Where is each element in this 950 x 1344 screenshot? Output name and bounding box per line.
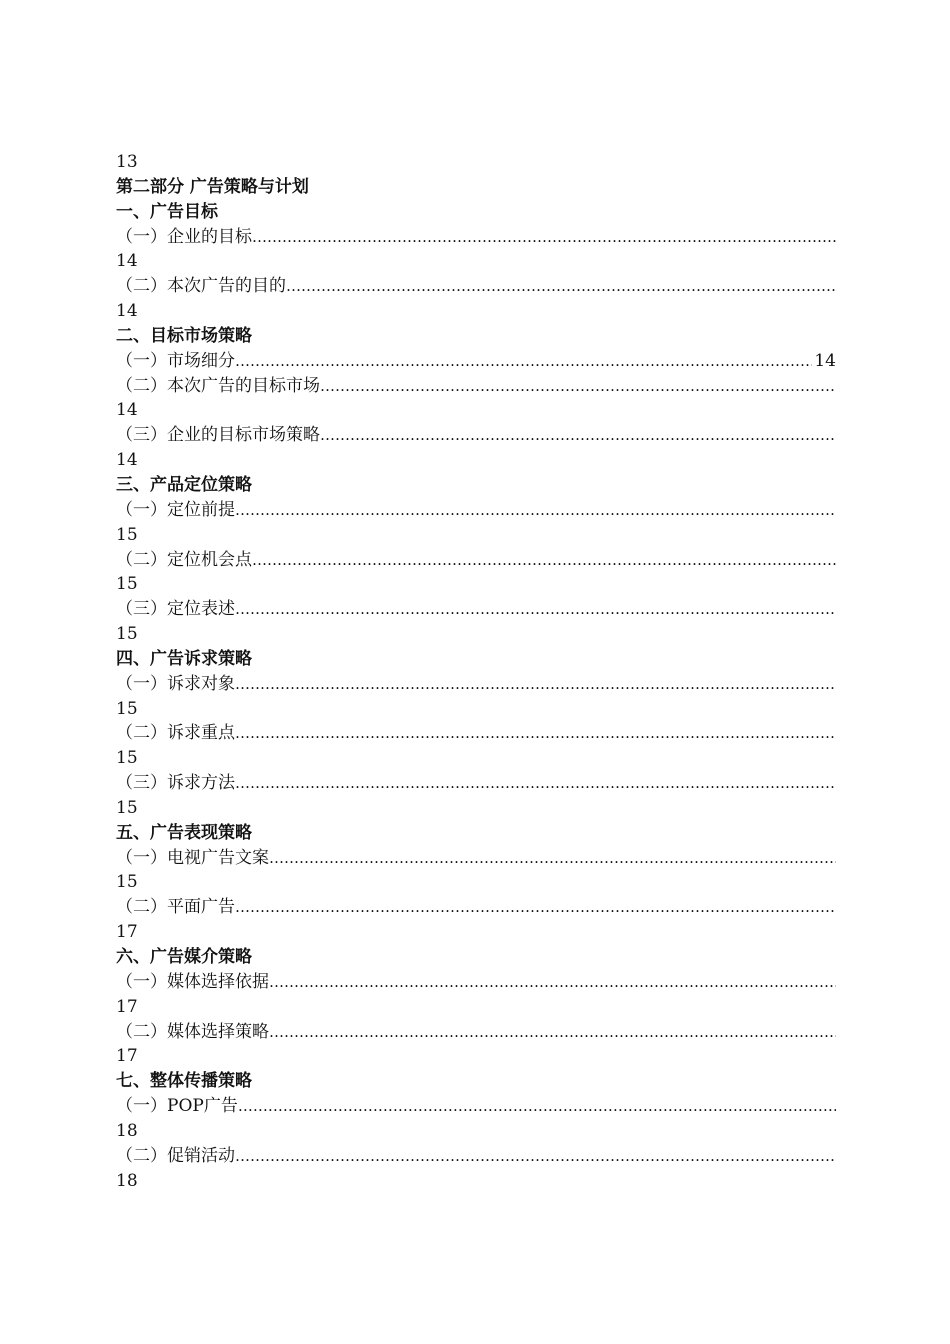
toc-entry	[116, 597, 836, 622]
toc-page-number: 15	[116, 872, 138, 893]
toc-heading: 二、目标市场策略	[116, 325, 252, 346]
toc-entry	[116, 274, 836, 299]
toc-entry-label: （二）诉求重点	[116, 723, 235, 744]
toc-entry-label: （二）定位机会点	[116, 549, 252, 570]
toc-dot-leader	[252, 548, 836, 573]
toc-entry-label: （三）诉求方法	[116, 773, 235, 794]
toc-dot-leader	[320, 374, 836, 399]
toc-dot-leader	[269, 1020, 836, 1045]
toc-entry	[116, 721, 836, 746]
toc-dot-leader	[235, 597, 836, 622]
toc-page-number: 14	[116, 251, 138, 272]
toc-entry	[116, 1144, 836, 1169]
toc-page-number: 14	[116, 450, 138, 471]
toc-entry	[116, 349, 836, 374]
toc-heading: 五、广告表现策略	[116, 822, 252, 843]
toc-dot-leader	[269, 846, 836, 871]
toc-entry	[116, 498, 836, 523]
toc-entry-label: （二）促销活动	[116, 1145, 235, 1166]
toc-heading: 六、广告媒介策略	[116, 947, 252, 967]
toc-entry-label: （一）市场细分	[116, 350, 235, 371]
toc-dot-leader	[235, 721, 836, 746]
toc-dot-leader	[238, 1094, 836, 1119]
toc-entry	[116, 1094, 836, 1119]
toc-entry	[116, 771, 836, 796]
toc-page-number: 15	[116, 797, 138, 818]
toc-entry	[116, 1020, 836, 1045]
toc-entry	[116, 423, 836, 448]
toc-dot-leader	[286, 274, 836, 299]
toc-entry-label: （二）本次广告的目的	[116, 276, 286, 297]
toc-entry	[116, 895, 836, 920]
toc-entry	[116, 548, 836, 573]
toc-page-number: 15	[116, 574, 138, 595]
toc-heading: 四、广告诉求策略	[116, 648, 252, 669]
toc-heading: 第二部分 广告策略与计划	[116, 176, 309, 197]
toc-entry	[116, 846, 836, 871]
toc-entry-label: （二）媒体选择策略	[116, 1021, 269, 1042]
toc-dot-leader	[235, 895, 836, 920]
toc-dot-leader	[252, 225, 836, 250]
toc-entry-label: （二）平面广告	[116, 897, 235, 918]
toc-page-number: 18	[116, 1120, 138, 1141]
toc-entry-label: （一）企业的目标	[116, 226, 252, 247]
toc-entry-label: （二）本次广告的目标市场	[116, 375, 320, 396]
toc-page-number: 17	[116, 1046, 138, 1067]
toc-page-number: 14	[116, 400, 138, 421]
toc-heading: 一、广告目标	[116, 201, 218, 222]
toc-page-number: 14	[814, 350, 836, 371]
toc-dot-leader	[269, 970, 836, 995]
toc-entry-label: （三）企业的目标市场策略	[116, 425, 320, 446]
toc-dot-leader	[235, 349, 812, 374]
toc-page-number: 15	[116, 624, 138, 645]
toc-entry-label: （一）POP广告	[116, 1096, 238, 1117]
toc-entry-label: （一）媒体选择依据	[116, 971, 269, 992]
toc-page-number: 17	[116, 996, 138, 1017]
toc-page-number: 13	[116, 152, 138, 172]
toc-page-number: 15	[116, 698, 138, 719]
toc-entry-label: （一）定位前提	[116, 499, 235, 520]
toc-entry-label: （三）定位表述	[116, 599, 235, 620]
toc-page-number: 15	[116, 524, 138, 545]
toc-dot-leader	[235, 498, 836, 523]
toc-entry-label: （一）电视广告文案	[116, 847, 269, 868]
toc-dot-leader	[235, 771, 836, 796]
toc-page-number: 15	[116, 748, 138, 769]
toc-entry-label: （一）诉求对象	[116, 673, 235, 694]
toc-entry	[116, 374, 836, 399]
toc-dot-leader	[235, 672, 836, 697]
table-of-contents	[116, 150, 836, 1193]
toc-entry	[116, 970, 836, 995]
toc-page-number: 18	[116, 1170, 138, 1191]
toc-dot-leader	[235, 1144, 836, 1169]
toc-entry	[116, 225, 836, 250]
toc-entry	[116, 672, 836, 697]
toc-heading: 七、整体传播策略	[116, 1071, 252, 1092]
toc-page-number: 17	[116, 922, 138, 943]
toc-dot-leader	[320, 423, 836, 448]
toc-heading: 三、产品定位策略	[116, 474, 252, 495]
toc-page-number: 14	[116, 301, 138, 322]
